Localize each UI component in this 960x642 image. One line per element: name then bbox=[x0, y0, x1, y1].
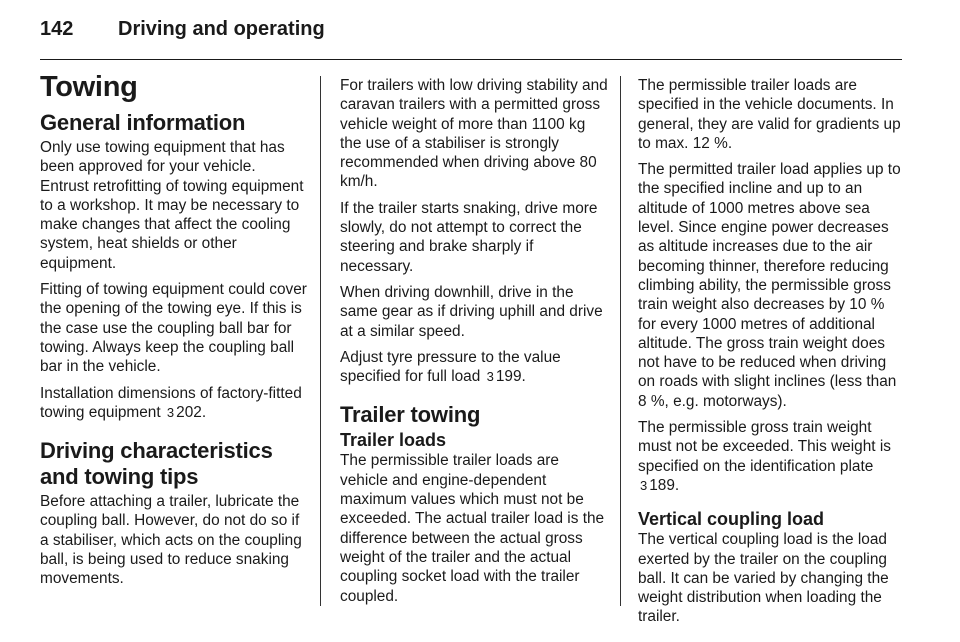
section-heading-trailer-towing: Trailer towing bbox=[340, 402, 481, 428]
page-number: 142 bbox=[40, 18, 74, 40]
chapter-title: Driving and operating bbox=[118, 18, 325, 40]
paragraph: The permissible gross train weight must not be exceeded. This weight is specified on the identification plate 3 189. bbox=[638, 419, 891, 494]
paragraph: If the trailer starts snaking, drive more slowly, do not attempt to correct the steering and brake sharply if necessary. bbox=[340, 199, 598, 275]
page-ref[interactable]: 199. bbox=[495, 368, 526, 386]
subheading-trailer-loads: Trailer loads bbox=[340, 430, 447, 451]
paragraph: Fitting of towing equipment could cover the opening of the towing eye. If this is the case use the coupling ball bar for towing. Always keep the coupling ball bar in the vehicle. bbox=[40, 281, 307, 376]
paragraph: Before attaching a trailer, lubricate the coupling ball. However, do not do so if a stabiliser, which acts on the coupling ball, is being used to reduce snaking movements. bbox=[40, 493, 302, 588]
subheading-vertical-coupling-load: Vertical coupling load bbox=[638, 509, 825, 530]
column-1 bbox=[40, 70, 308, 596]
page-header bbox=[40, 18, 902, 48]
header-divider bbox=[40, 59, 902, 60]
page-ref-icon: 3 bbox=[166, 404, 175, 420]
paragraph: For trailers with low driving stability and caravan trailers with a permitted gross vehicle weight of more than 1100 kg the use of a stabiliser is strongly recommended when driving above 80 km/h. bbox=[340, 77, 608, 191]
paragraph: Installation dimensions of factory-fitted towing equipment 3 202. bbox=[40, 384, 302, 421]
column-divider-2 bbox=[620, 76, 621, 606]
column-divider-1 bbox=[320, 76, 321, 606]
column-3 bbox=[638, 76, 906, 634]
paragraph: The vertical coupling load is the load exerted by the trailer on the coupling ball. It can be varied by changing the weight distribution when loading the trailer. bbox=[638, 531, 889, 626]
page-title: Towing bbox=[40, 71, 138, 103]
page-ref-icon: 3 bbox=[640, 477, 648, 493]
paragraph: The permissible trailer loads are specified in the vehicle documents. In general, they are valid for gradients up to max. 12 %. bbox=[638, 77, 901, 152]
page-ref-icon: 3 bbox=[486, 369, 494, 385]
paragraph: The permissible trailer loads are vehicle and engine-dependent maximum values which must not be exceeded. The actual trailer load is the difference between the actual gross weight of the trailer and the actual coupling socket load with the trailer coupled. bbox=[340, 452, 605, 605]
paragraph: When driving downhill, drive in the same gear as if driving uphill and drive at a similar speed. bbox=[340, 283, 603, 340]
column-2 bbox=[340, 76, 608, 613]
page-ref[interactable]: 189. bbox=[649, 476, 680, 494]
section-heading-general: General information bbox=[40, 110, 246, 135]
section-heading-driving: Driving characteristics and towing tips bbox=[40, 438, 273, 490]
paragraph: Only use towing equipment that has been approved for your vehicle. Entrust retrofitting of towing equipment to a workshop. It may be necessary to make changes that affect the cooling system, heat shields or other equipment. bbox=[40, 139, 304, 272]
page-ref[interactable]: 202. bbox=[176, 403, 207, 421]
paragraph: The permitted trailer load applies up to the specified incline and up to an altitude of 1000 metres above sea level. Since engine power decreases as altitude increases due to the air becoming thinner, therefore reducing climbing ability, the permissible gross train weight also decreases by 10 % for every 1000 metres of additional altitude. The gross train weight does not have to be reduced when driving on roads with slight inclines (less than 8 %, e.g. motorways). bbox=[638, 161, 901, 410]
paragraph: Adjust tyre pressure to the value specified for full load 3 199. bbox=[340, 348, 561, 386]
